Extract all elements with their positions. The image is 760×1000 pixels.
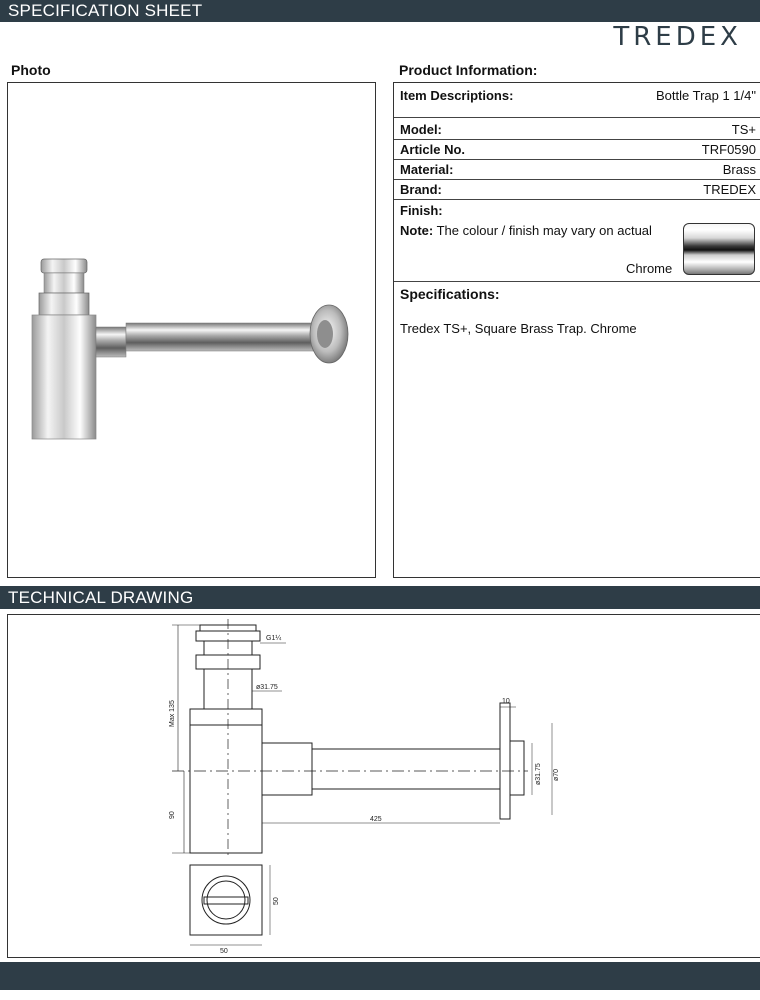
flange	[500, 703, 510, 819]
trap-body	[190, 709, 262, 853]
dim-max-label: Max 135	[169, 700, 176, 727]
brand-value: TREDEX	[703, 181, 756, 197]
material-value: Brass	[722, 161, 756, 177]
dim-10-label: 10	[502, 698, 510, 705]
model-row	[400, 119, 756, 139]
chrome-finish-swatch	[683, 223, 755, 275]
pipe	[312, 749, 500, 789]
technical-drawing	[8, 615, 760, 957]
product-info-box	[393, 82, 760, 578]
product-info-heading: Product Information:	[399, 62, 538, 78]
tredex-logo: TREDEX	[613, 22, 742, 52]
dim-dia-flange-label: ø70	[553, 768, 560, 781]
technical-drawing-band	[0, 586, 760, 609]
footer-band	[0, 962, 760, 990]
item-descriptions-key: Item Descriptions:	[400, 87, 514, 103]
article-value: TRF0590	[701, 141, 756, 157]
dim-50-bottom-label: 50	[220, 948, 228, 955]
dim-dia-top-label: ø31.75	[256, 684, 278, 691]
bottle-trap-photo	[8, 83, 375, 577]
plan-slot	[204, 897, 248, 904]
note-key: Note:	[400, 223, 434, 238]
material-key: Material:	[400, 161, 454, 177]
brand-key: Brand:	[400, 181, 442, 197]
dim-dia-pipe-label: ø31.75	[535, 763, 542, 785]
brand-row	[400, 179, 756, 199]
flange-boss	[510, 741, 524, 795]
photo-label: Photo	[11, 62, 51, 78]
specifications-text: Tredex TS+, Square Brass Trap. Chrome	[400, 321, 637, 336]
spec-sheet-header-band	[0, 0, 760, 22]
dim-90-label: 90	[169, 811, 176, 819]
plan-circle-inner	[207, 881, 245, 919]
photo-box	[7, 82, 376, 578]
page-title: SPECIFICATION SHEET	[8, 1, 203, 20]
finish-row	[400, 200, 756, 220]
technical-drawing-title: TECHNICAL DRAWING	[8, 587, 194, 607]
divider	[394, 281, 760, 282]
dim-50-side-label: 50	[273, 897, 280, 905]
item-descriptions-row	[400, 85, 756, 105]
divider	[394, 117, 760, 118]
article-row	[400, 139, 756, 159]
model-value: TS+	[731, 121, 756, 137]
pipe-socket	[262, 743, 312, 795]
finish-note	[400, 223, 652, 238]
finish-key: Finish:	[400, 202, 443, 218]
item-descriptions-value: Bottle Trap 1 1/4"	[655, 87, 756, 103]
model-key: Model:	[400, 121, 442, 137]
material-row	[400, 159, 756, 179]
specifications-heading: Specifications:	[400, 286, 500, 302]
technical-drawing-box	[7, 614, 760, 958]
finish-name: Chrome	[626, 261, 673, 276]
dim-thread-label: G1¼	[266, 635, 282, 642]
plan-circle-outer	[202, 876, 250, 924]
dim-425-label: 425	[370, 816, 382, 823]
note-value: The colour / finish may vary on actual	[436, 223, 652, 238]
article-key: Article No.	[400, 141, 466, 157]
